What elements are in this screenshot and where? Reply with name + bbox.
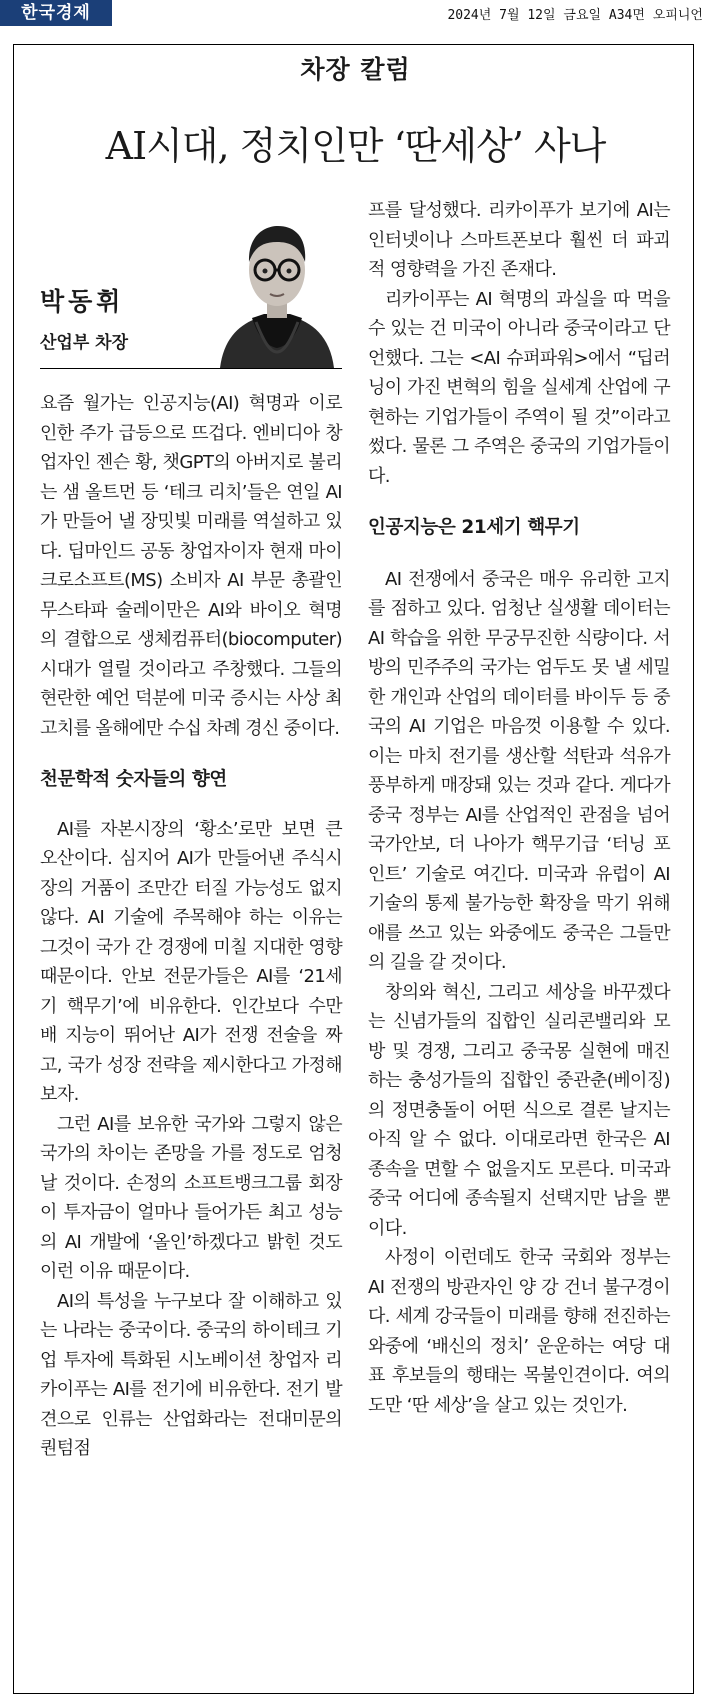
newspaper-logo: 한국경제 <box>0 0 112 26</box>
author-title: 산업부 차장 <box>40 333 129 353</box>
article-column-left <box>40 389 342 1464</box>
author-photo <box>212 218 342 368</box>
paragraph: AI를 자본시장의 ‘황소’로만 보면 큰 오산이다. 심지어 AI가 만들어낸 주식시장의 거품이 조만간 터질 가능성도 없지 않다. AI 기술에 주목해야 하는 이유는 그것이 국가 간 경쟁에 미칠 지대한 영향 때문이다. 안보 전문가들은 AI를 ‘21세기 핵무기’에 비유한다. 인간보다 수만 배 지능이 뛰어난 AI가 전쟁 전술을 짜고, 국가 성장 전략을 제시한다고 가정해보자. <box>40 818 342 1105</box>
byline <box>40 200 342 370</box>
paragraph: 프를 달성했다. 리카이푸가 보기에 AI는 인터넷이나 스마트폰보다 훨씬 더 파괴적 영향력을 가진 존재다. <box>368 200 670 280</box>
headline: AI시대, 정치인만 ‘딴세상’ 사나 <box>105 124 606 168</box>
paragraph: 사정이 이런데도 한국 국회와 정부는 AI 전쟁의 방관자인 양 강 건너 불구경이다. 세계 강국들이 미래를 향해 전진하는 와중에 ‘배신의 정치’ 운운하는 여당 대표 후보들의 행태는 목불인견이다. 여의도만 ‘딴 세상’을 살고 있는 것인가. <box>368 1247 670 1416</box>
section-heading: 인공지능은 21세기 핵무기 <box>368 517 580 538</box>
column-kicker: 차장 칼럼 <box>300 55 411 84</box>
byline-divider <box>40 368 342 369</box>
paragraph: 창의와 혁신, 그리고 세상을 바꾸겠다는 신념가들의 집합인 실리콘밸리와 모방 및 경쟁, 그리고 중국몽 실현에 매진하는 충성가들의 집합인 중관춘(베이징)의 정면충돌이 어떤 식으로 결론 날지는 아직 알 수 없다. 이대로라면 한국은 AI 종속을 면할 수 없을지도 모른다. 미국과 중국 어디에 종속될지 선택지만 남을 뿐이다. <box>368 981 670 1239</box>
masthead-bar <box>0 0 711 28</box>
paragraph: AI 전쟁에서 중국은 매우 유리한 고지를 점하고 있다. 엄청난 실생활 데이터는 AI 학습을 위한 무궁무진한 식량이다. 서방의 민주주의 국가는 엄두도 못 낼 세밀한 개인과 산업의 데이터를 바이두 등 중국의 AI 기업은 마음껏 이용할 수 있다. 이는 마치 전기를 생산할 석탄과 석유가 풍부하게 매장돼 있는 것과 같다. 게다가 중국 정부는 AI를 산업적인 관점을 넘어 국가안보, 더 나아가 핵무기급 ‘터닝 포인트’ 기술로 여긴다. 미국과 유럽이 AI 기술의 통제 불가능한 확장을 막기 위해 애를 쓰고 있는 와중에도 중국은 그들만의 길을 갈 것이다. <box>368 568 670 973</box>
paragraph: 요즘 월가는 인공지능(AI) 혁명과 이로 인한 주가 급등으로 뜨겁다. 엔비디아 창업자인 젠슨 황, 챗GPT의 아버지로 불리는 샘 올트먼 등 ‘테크 리치’들은 연일 AI가 만들어 낼 장밋빛 미래를 역설하고 있다. 딥마인드 공동 창업자이자 현재 마이크로소프트(MS) 소비자 AI 부문 총괄인 무스타파 술레이만은 AI와 바이오 혁명의 결합으로 생체컴퓨터(biocomputer) 시대가 열릴 것이라고 주창했다. 그들의 현란한 예언 덕분에 미국 증시는 사상 최고치를 올해에만 수십 차례 경신 중이다. <box>40 393 342 739</box>
paragraph: 리카이푸는 AI 혁명의 과실을 따 먹을 수 있는 건 미국이 아니라 중국이라고 단언했다. 그는 <AI 슈퍼파워>에서 “딥러닝이 가진 변혁의 힘을 실세계 산업에 구현하는 기업가들이 주역이 될 것”이라고 썼다. 물론 그 주역은 중국의 기업가들이다. <box>368 288 670 487</box>
section-heading: 천문학적 숫자들의 향연 <box>40 769 227 790</box>
paragraph: AI의 특성을 누구보다 잘 이해하고 있는 나라는 중국이다. 중국의 하이테크 기업 투자에 특화된 시노베이션 창업자 리카이푸는 AI를 전기에 비유한다. 전기 발견으로 인류는 산업화라는 전대미문의 퀀텀점 <box>40 1290 342 1459</box>
author-name: 박동휘 <box>40 287 125 316</box>
issue-info: 2024년 7월 12일 금요일 A34면 오피니언 <box>447 8 703 23</box>
paragraph: 그런 AI를 보유한 국가와 그렇지 않은 국가의 차이는 존망을 가를 정도로 엄청날 것이다. 손정의 소프트뱅크그룹 회장이 투자금이 얼마나 들어가든 최고 성능의 AI 개발에 ‘올인’하겠다고 밝힌 것도 이런 이유 때문이다. <box>40 1113 342 1282</box>
article-column-right <box>368 196 670 1420</box>
